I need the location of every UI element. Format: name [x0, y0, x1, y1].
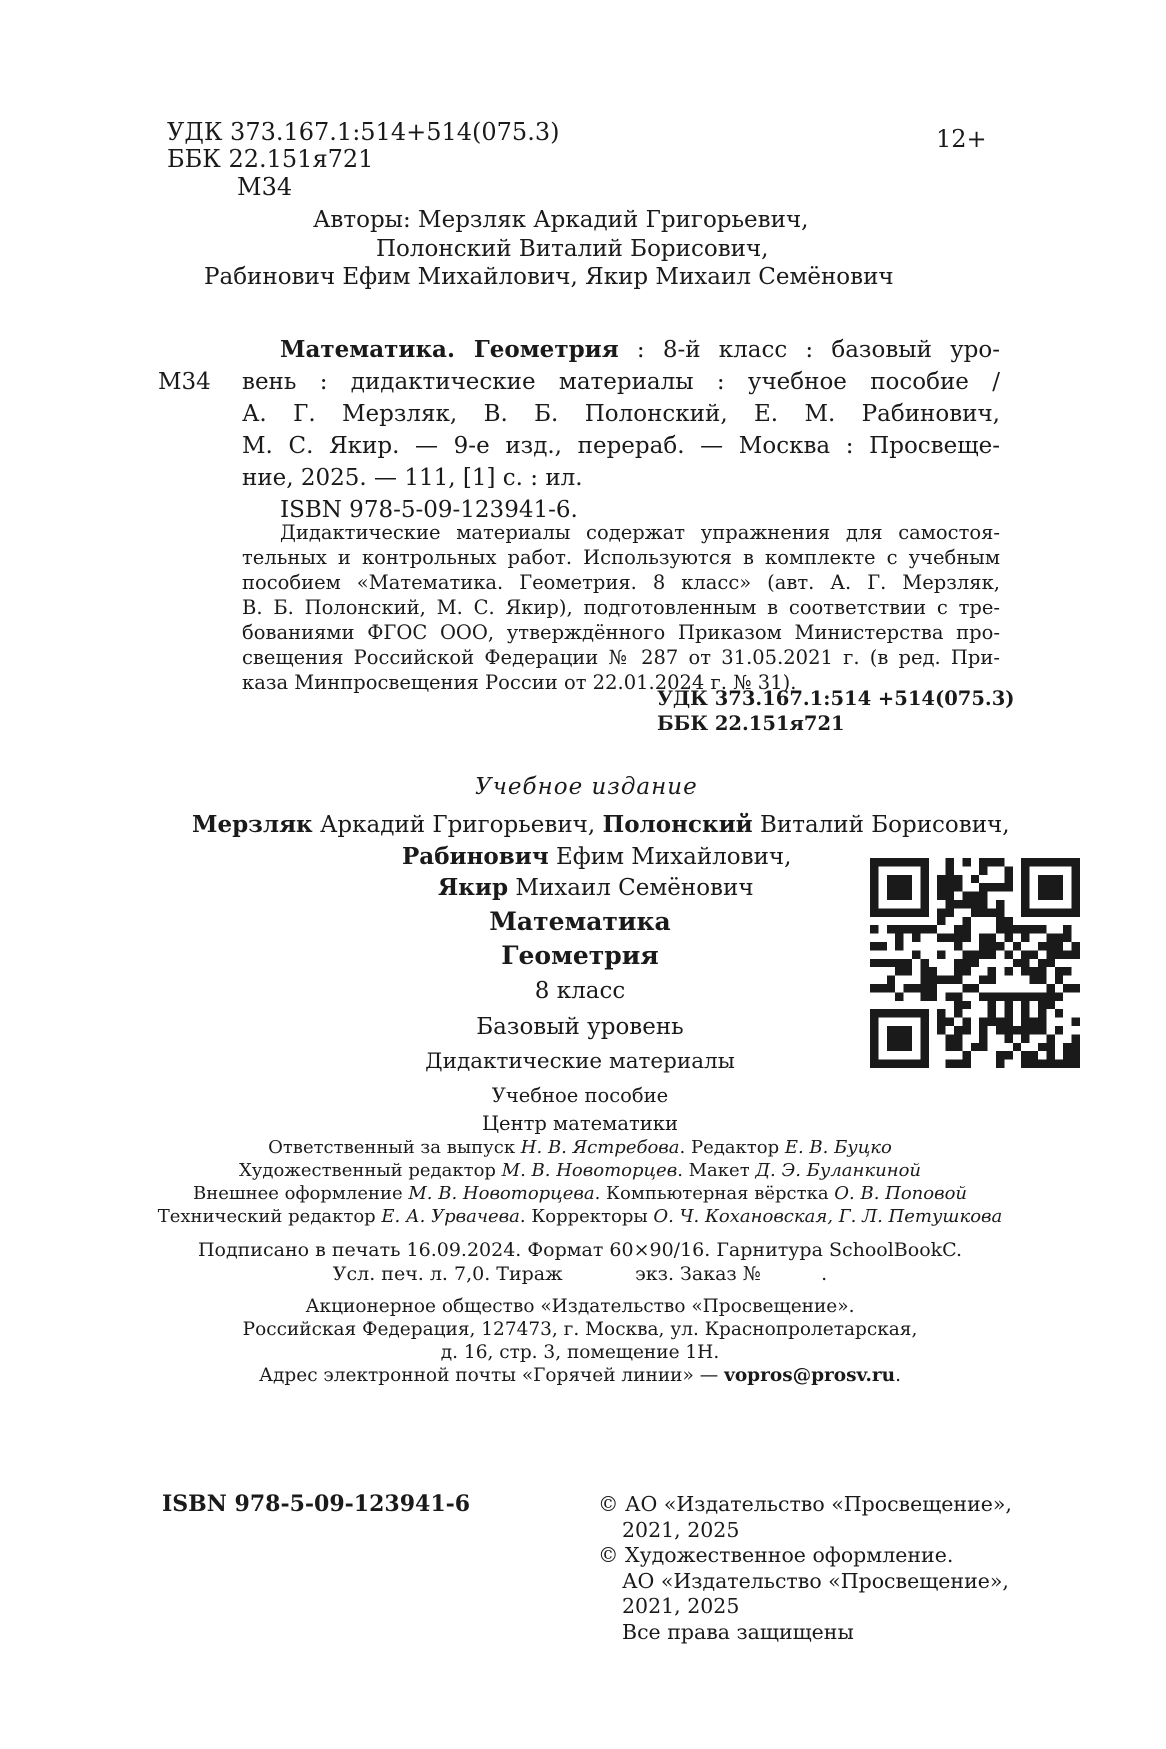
- credit-role: . Макет: [677, 1160, 756, 1181]
- bib-line-3: А. Г. Мерзляк, В. Б. Полонский, Е. М. Рабинович,: [242, 401, 1000, 427]
- credit-person: О. В. Поповой: [834, 1183, 968, 1204]
- copyright-line: © АО «Издательство «Просвещение»,: [598, 1492, 1012, 1516]
- annotation-line: свещения Российской Федерации № 287 от 31.05.2021 г. (в ред. При-: [242, 646, 1000, 669]
- bbk-code: ББК 22.151я721: [167, 145, 374, 173]
- book-title-2: Геометрия: [501, 941, 659, 970]
- credit-role: Ответственный за выпуск: [268, 1137, 521, 1158]
- author-surname: Полонский: [602, 811, 753, 838]
- publisher-line-2: Российская Федерация, 127473, г. Москва, ул. Краснопролетарская,: [242, 1319, 918, 1340]
- author-surname: Мерзляк: [192, 811, 313, 838]
- email-suffix: .: [895, 1365, 901, 1386]
- publisher-line-3: д. 16, стр. 3, помещение 1Н.: [440, 1342, 720, 1363]
- author-mark: М34: [237, 173, 293, 201]
- annotation-line: бованиями ФГОС ООО, утверждённого Приказом Министерства про-: [242, 621, 1000, 644]
- copyright-line: АО «Издательство «Просвещение»,: [622, 1568, 1009, 1593]
- credit-role: . Редактор: [679, 1137, 785, 1158]
- bib-title: Математика. Геометрия: [280, 336, 619, 363]
- authors-line-1: Авторы: Мерзляк Аркадий Григорьевич,: [313, 207, 809, 233]
- publisher-email-line: [140, 1364, 1020, 1388]
- author-name: Аркадий Григорьевич,: [312, 812, 603, 838]
- bib-line-2: вень : дидактические материалы : учебное пособие /: [242, 369, 1000, 395]
- credit-person: Д. Э. Буланкиной: [755, 1160, 922, 1181]
- print-info-line-2: Усл. печ. л. 7,0. Тираж экз. Заказ № .: [332, 1263, 828, 1285]
- credit-person: Е. В. Буцко: [784, 1137, 892, 1158]
- bib-line-1: [280, 334, 1000, 366]
- book-grade: 8 класс: [534, 978, 626, 1004]
- bib-side-code: М34: [158, 369, 211, 395]
- author-surname: Якир: [438, 874, 509, 901]
- credit-person: М. В. Новоторцева: [408, 1183, 595, 1204]
- credit-role: Технический редактор: [157, 1206, 382, 1227]
- author-name: Виталий Борисович,: [752, 812, 1010, 838]
- credit-role: . Компьютерная вёрстка: [594, 1183, 835, 1204]
- print-info-line-1: Подписано в печать 16.09.2024. Формат 60×90/16. Гарнитура SchoolBookC.: [197, 1239, 963, 1261]
- copyright-line: 2021, 2025: [622, 1594, 740, 1618]
- bib-bbk: ББК 22.151я721: [657, 712, 845, 735]
- bib-annotation: [242, 520, 1000, 695]
- authors-line-3: Рабинович Ефим Михайлович, Якир Михаил Семёнович: [204, 264, 894, 290]
- footer-isbn: ISBN 978-5-09-123941-6: [162, 1491, 471, 1517]
- credits-line-4: [140, 1206, 1020, 1229]
- email-label: Адрес электронной почты «Горячей линии» —: [259, 1365, 725, 1386]
- book-kind: Дидактические материалы: [425, 1049, 735, 1074]
- copyright-line: 2021, 2025: [622, 1517, 740, 1542]
- book-title-1: Математика: [489, 907, 671, 936]
- email-link[interactable]: vopros@prosv.ru: [724, 1365, 896, 1386]
- edition-authors-line-1: [192, 810, 1010, 840]
- book-level: Базовый уровень: [476, 1014, 684, 1040]
- qr-code-icon: [870, 858, 1080, 1068]
- credit-role: . Корректоры: [519, 1206, 654, 1227]
- annotation-line: пособием «Математика. Геометрия. 8 класс» (авт. А. Г. Мерзляк,: [242, 571, 1000, 594]
- annotation-line: тельных и контрольных работ. Используются в комплекте с учебным: [242, 546, 1000, 569]
- annotation-line: В. Б. Полонский, М. С. Якир), подготовленным в соответствии с тре-: [242, 596, 1000, 619]
- annotation-line: Дидактические материалы содержат упражнения для самостоя-: [280, 521, 1000, 544]
- edition-type: Учебное издание: [475, 774, 698, 800]
- annotation-line: каза Минпросвещения России от 22.01.2024 г. № 31).: [242, 671, 797, 694]
- bib-record: [280, 334, 1000, 366]
- credits-line-1: [140, 1137, 1020, 1160]
- book-center: Центр математики: [482, 1112, 678, 1135]
- author-name: Ефим Михайлович,: [548, 844, 792, 870]
- credit-person: М. В. Новоторцев: [501, 1160, 678, 1181]
- copyright-line: © Художественное оформление.: [598, 1543, 954, 1567]
- author-surname: Рабинович: [402, 843, 549, 870]
- edition-authors-line-3: [438, 873, 754, 903]
- credit-person: Н. В. Ястребова: [520, 1137, 680, 1158]
- copyright-block: [598, 1492, 1012, 1645]
- bib-udk: УДК 373.167.1:514 +514(075.3): [657, 687, 1015, 710]
- credits-line-3: [140, 1183, 1020, 1206]
- age-rating: 12+: [936, 125, 987, 153]
- credit-person: Е. А. Урвачева: [381, 1206, 520, 1227]
- udk-code: УДК 373.167.1:514+514(075.3): [167, 118, 560, 146]
- credits-line-2: [140, 1160, 1020, 1183]
- credit-role: Внешнее оформление: [192, 1183, 409, 1204]
- bib-isbn: ISBN 978-5-09-123941-6.: [280, 497, 578, 523]
- book-genre: Учебное пособие: [491, 1084, 669, 1107]
- credit-role: Художественный редактор: [238, 1160, 502, 1181]
- credit-person: О. Ч. Кохановская, Г. Л. Петушкова: [653, 1206, 1003, 1227]
- bib-line-4: М. С. Якир. — 9-е изд., перераб. — Москва : Просвеще-: [242, 433, 1000, 459]
- copyright-line: Все права защищены: [622, 1619, 854, 1644]
- publisher-line-1: Акционерное общество «Издательство «Просвещение».: [305, 1296, 855, 1317]
- bib-record-body: [242, 366, 1000, 526]
- bib-line-1-rest: : 8-й класс : базовый уро-: [618, 337, 1000, 363]
- authors-line-2: Полонский Виталий Борисович,: [376, 236, 769, 262]
- edition-authors-line-2: [402, 842, 791, 872]
- bib-line-5: ние, 2025. — 111, [1] с. : ил.: [242, 465, 583, 491]
- author-name: Михаил Семёнович: [508, 875, 754, 901]
